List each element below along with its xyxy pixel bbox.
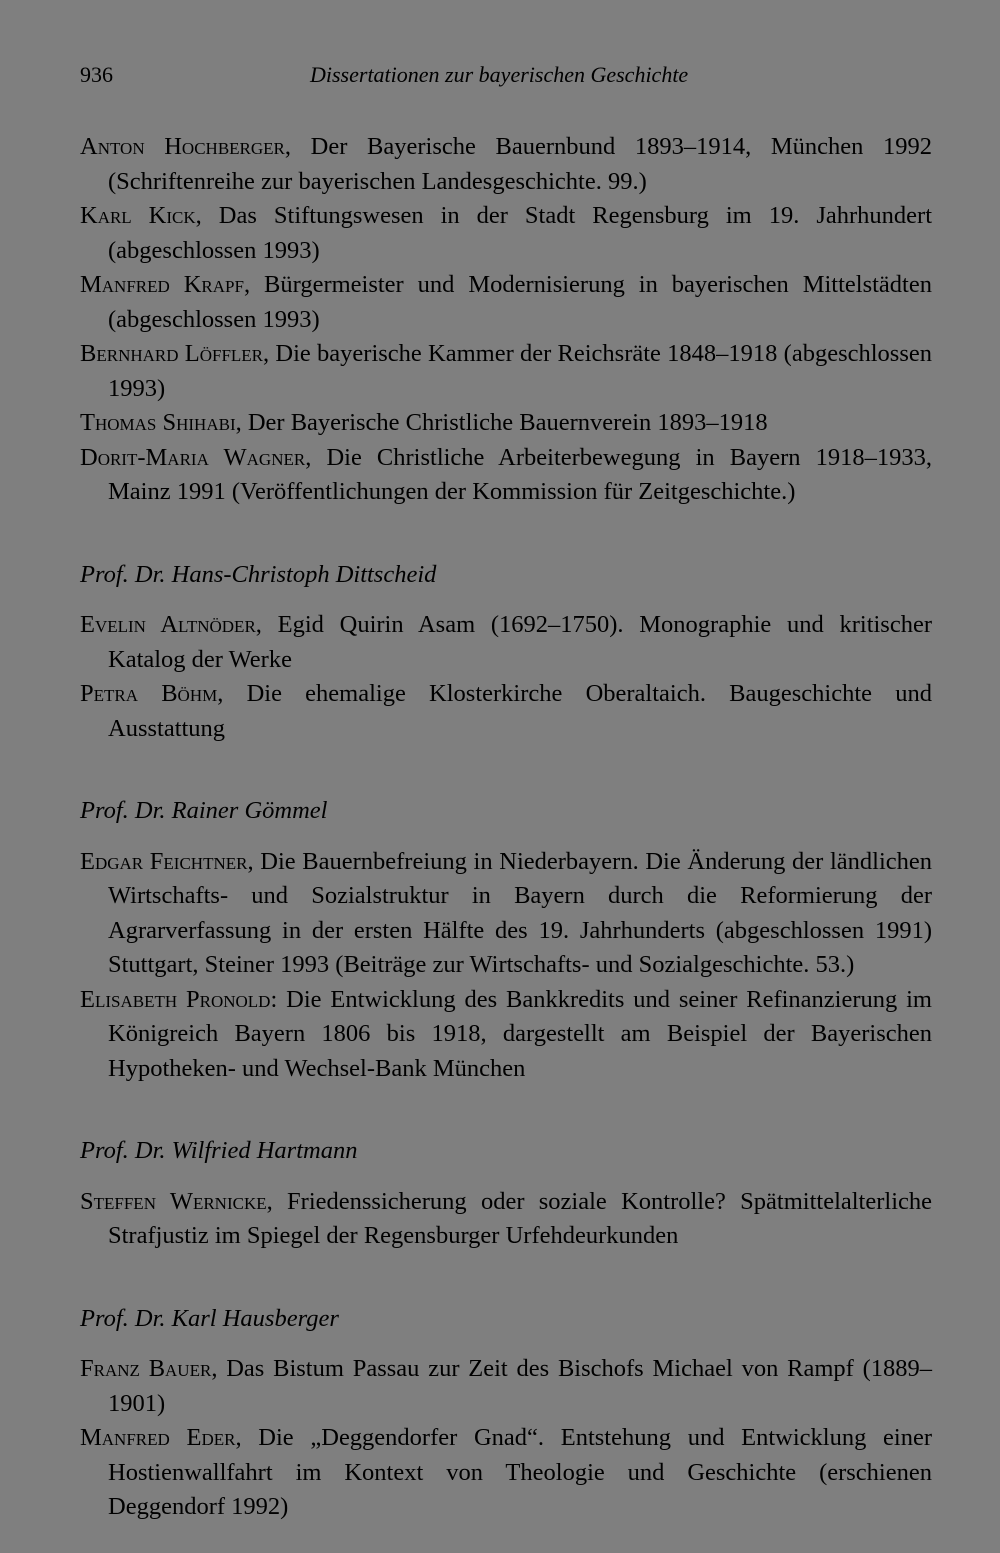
- author-name: Anton Hochberger: [80, 133, 285, 160]
- dissertation-section: [80, 558, 932, 747]
- dissertation-entry: Manfred Eder, Die „Deggendorfer Gnad“. Entstehung und Entwicklung einer Hostienwallfahrt im Kontext von Theologie und Geschichte (erschienen Deggendorf 1992): [80, 1424, 933, 1520]
- dissertation-title: Die Entwicklung des Bankkredits und seiner Refinanzierung im Königreich Bayern 1806 bis 1918, dargestellt am Beispiel der Bayerischen Hypotheken- und Wechsel-Bank München: [108, 985, 932, 1082]
- dissertation-title: Egid Quirin Asam (1692–1750). Monographie und kritischer Katalog der Werke: [108, 611, 932, 673]
- author-name: Karl Kick: [80, 202, 196, 229]
- dissertation-entry: Manfred Krapf, Bürgermeister und Modernisierung in bayerischen Mittelstädten (abgeschlossen 1993): [80, 271, 932, 333]
- dissertation-title: Die ehemalige Klosterkirche Oberaltaich. Baugeschichte und Ausstattung: [108, 680, 933, 742]
- dissertation-entry: Anton Hochberger, Der Bayerische Bauernbund 1893–1914, München 1992 (Schriftenreihe zur bayerischen Landesgeschichte. 99.): [80, 133, 933, 195]
- dissertation-title: Die „Deggendorfer Gnad“. Entstehung und Entwicklung einer Hostienwallfahrt im Kontext von Theologie und Geschichte (erschienen Deggendorf 1992): [108, 1424, 933, 1520]
- dissertation-entry: Karl Kick, Das Stiftungswesen in der Stadt Regensburg im 19. Jahrhundert (abgeschlossen 1993): [80, 202, 933, 264]
- dissertation-entry: Edgar Feichtner, Die Bauernbefreiung in Niederbayern. Die Änderung der ländlichen Wirtschafts- und Sozialstruktur in Bayern durch die Reformierung der Agrarverfassung in der ersten Hälfte des 19. Jahrhunderts (abgeschlossen 1991) Stuttgart, Steiner 1993 (Beiträge zur Wirtschafts- und Sozialgeschichte. 53.): [80, 847, 933, 978]
- dissertation-section: [80, 794, 932, 1086]
- dissertation-title: Das Bistum Passau zur Zeit des Bischofs Michael von Rampf (1889–1901): [108, 1355, 932, 1417]
- supervisor-heading: Prof. Dr. Karl Hausberger: [80, 1304, 339, 1332]
- author-name: Franz Bauer: [80, 1355, 212, 1382]
- author-name: Edgar Feichtner: [80, 847, 248, 875]
- author-name: Steffen Wernicke: [80, 1187, 267, 1215]
- dissertation-entry: Steffen Wernicke, Friedenssicherung oder soziale Kontrolle? Spätmittelalterliche Strafjustiz im Spiegel der Regensburger Urfehdeurkunden: [80, 1187, 933, 1249]
- dissertation-entry: Dorit-Maria Wagner, Die Christliche Arbeiterbewegung in Bayern 1918–1933, Mainz 1991 (Veröffentlichungen der Kommission für Zeitgeschichte.): [80, 443, 933, 505]
- dissertation-title: Der Bayerische Bauernbund 1893–1914, München 1992 (Schriftenreihe zur bayerischen Landesgeschichte. 99.): [108, 133, 933, 195]
- dissertation-section: [80, 1134, 932, 1254]
- author-name: Manfred Eder: [80, 1424, 236, 1451]
- dissertation-title: Bürgermeister und Modernisierung in bayerischen Mittelstädten (abgeschlossen 1993): [108, 271, 932, 333]
- document-page: [80, 62, 932, 1525]
- dissertation-title: Die bayerische Kammer der Reichsräte 1848–1918 (abgeschlossen 1993): [108, 340, 932, 402]
- dissertation-entry: Bernhard Löffler, Die bayerische Kammer der Reichsräte 1848–1918 (abgeschlossen 1993): [80, 340, 932, 402]
- dissertation-entry: Thomas Shihabi, Der Bayerische Christliche Bauernverein 1893–1918: [80, 409, 768, 436]
- dissertation-title: Die Bauernbefreiung in Niederbayern. Die Änderung der ländlichen Wirtschafts- und Sozialstruktur in Bayern durch die Reformierung der Agrarverfassung in der ersten Hälfte des 19. Jahrhunderts (abgeschlossen 1991) Stuttgart, Steiner 1993 (Beiträge zur Wirtschafts- und Sozialgeschichte. 53.): [108, 847, 933, 978]
- dissertation-title: Das Stiftungswesen in der Stadt Regensburg im 19. Jahrhundert (abgeschlossen 1993): [108, 202, 933, 264]
- dissertation-title: Der Bayerische Christliche Bauernverein 1893–1918: [247, 409, 768, 436]
- dissertation-section: [80, 130, 932, 510]
- author-name: Petra Böhm: [80, 680, 218, 707]
- author-name: Thomas Shihabi: [80, 409, 236, 436]
- author-name: Elisabeth Pronold: [80, 985, 271, 1013]
- dissertation-entry: Petra Böhm, Die ehemalige Klosterkirche Oberaltaich. Baugeschichte und Ausstattung: [80, 680, 933, 742]
- page-number: 936: [80, 62, 113, 87]
- supervisor-heading: Prof. Dr. Hans-Christoph Dittscheid: [80, 560, 437, 588]
- dissertation-title: Die Christliche Arbeiterbewegung in Bayern 1918–1933, Mainz 1991 (Veröffentlichungen der Kommission für Zeitgeschichte.): [108, 443, 933, 505]
- running-head: [80, 62, 932, 98]
- supervisor-heading: Prof. Dr. Rainer Gömmel: [80, 797, 328, 824]
- author-name: Evelin Altnöder: [80, 611, 256, 638]
- dissertation-title: Friedenssicherung oder soziale Kontrolle? Spätmittelalterliche Strafjustiz im Spiegel der Regensburger Urfehdeurkunden: [108, 1187, 933, 1249]
- dissertation-entry: Elisabeth Pronold: Die Entwicklung des Bankkredits und seiner Refinanzierung im Königreich Bayern 1806 bis 1918, dargestellt am Beispiel der Bayerischen Hypotheken- und Wechsel-Bank München: [80, 985, 932, 1082]
- dissertation-entry: Evelin Altnöder, Egid Quirin Asam (1692–1750). Monographie und kritischer Katalog der Werke: [80, 611, 932, 673]
- dissertation-section: [80, 1302, 932, 1525]
- running-title: Dissertationen zur bayerischen Geschichte: [310, 62, 689, 87]
- dissertation-entry: Franz Bauer, Das Bistum Passau zur Zeit des Bischofs Michael von Rampf (1889–1901): [80, 1355, 932, 1417]
- author-name: Dorit-Maria Wagner: [80, 443, 306, 471]
- author-name: Bernhard Löffler: [80, 340, 264, 367]
- supervisor-heading: Prof. Dr. Wilfried Hartmann: [80, 1137, 358, 1164]
- author-name: Manfred Krapf: [80, 271, 244, 298]
